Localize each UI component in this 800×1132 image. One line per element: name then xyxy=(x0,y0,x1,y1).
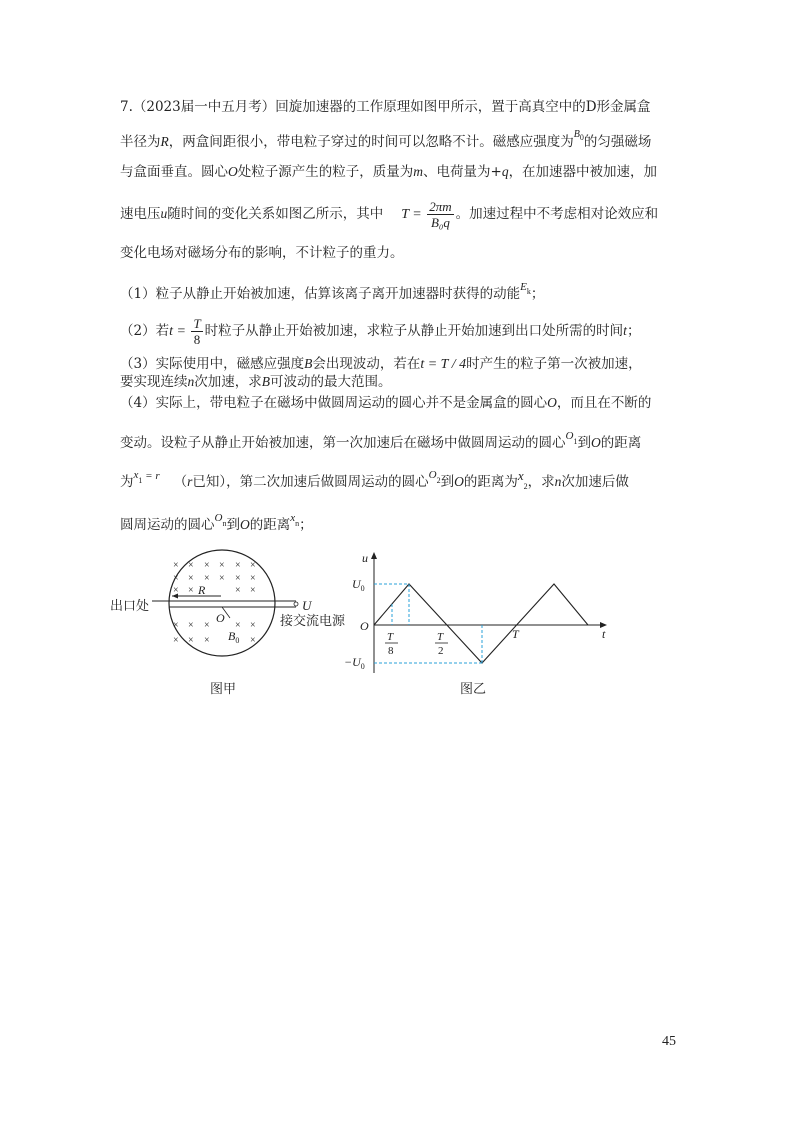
svg-text:×: × xyxy=(204,620,210,631)
ac-source-label: 接交流电源 xyxy=(280,613,346,628)
question-1: （1）粒子从静止开始被加速，估算该离子离开加速器时获得的动能$^{Ek}$； xyxy=(120,281,545,302)
svg-text:×: × xyxy=(235,573,241,584)
svg-text:×: × xyxy=(173,635,179,646)
svg-text:×: × xyxy=(235,560,241,571)
svg-text:×: × xyxy=(188,560,194,571)
problem-line-1: 7.（2023届一中五月考）回旋加速器的工作原理如图甲所示，置于高真空中的D形金属盒 xyxy=(120,99,651,115)
cross-marks xyxy=(173,560,256,646)
svg-text:×: × xyxy=(235,620,241,631)
svg-text:×: × xyxy=(188,620,194,631)
tick-t8-num: T xyxy=(387,631,394,643)
neg-u0-label: $-U_0$ xyxy=(344,655,365,671)
u-axis-label: u xyxy=(362,551,368,565)
svg-text:×: × xyxy=(173,573,179,584)
radius-label: R xyxy=(198,583,206,597)
svg-text:×: × xyxy=(204,560,210,571)
tick-t8-den: 8 xyxy=(388,645,394,657)
svg-text:×: × xyxy=(188,585,194,596)
tick-t2-den: 2 xyxy=(438,645,444,657)
question-4-line-2: 变动。设粒子从静止开始被加速，第一次加速后在磁场中做圆周运动的圆心$^{O1}$到O的距离 xyxy=(120,430,642,451)
exit-label: 出口处 xyxy=(110,598,150,613)
tick-t2-num: T xyxy=(437,631,444,643)
question-4-line-4: 圆周运动的圆心$^{On}$到O的距离$^{xn}$； xyxy=(120,512,313,533)
svg-text:×: × xyxy=(204,635,210,646)
u0-label: $U_0$ xyxy=(352,577,365,593)
voltage-curve xyxy=(374,584,588,663)
svg-text:×: × xyxy=(250,620,256,631)
svg-text:×: × xyxy=(188,573,194,584)
figure-a-caption: 图甲 xyxy=(210,681,237,696)
voltage-label: U xyxy=(302,598,312,613)
problem-line-5: 变化电场对磁场分布的影响，不计粒子的重力。 xyxy=(120,245,404,261)
page-number: 45 xyxy=(662,1034,676,1049)
t-axis-label: t xyxy=(602,627,606,641)
center-label: O xyxy=(216,611,225,625)
svg-text:×: × xyxy=(250,635,256,646)
svg-text:×: × xyxy=(204,573,210,584)
svg-text:×: × xyxy=(235,585,241,596)
question-4-line-3: 为$^{x1}$ $^{= r}$ （r已知），第二次加速后做圆周运动的圆心$^{O2}$到O的距离为$x_2$，求n次加速后做 xyxy=(120,468,629,491)
field-label: $B_0$ xyxy=(228,629,240,645)
figure-voltage-waveform xyxy=(340,548,620,708)
question-3-line-1: （3）实际使用中，磁感应强度B会出现波动，若在t = T / 4时产生的粒子第一次被加速， xyxy=(120,356,642,372)
question-2: （2）若t = $\frac{T}{8}$ 时粒子从静止开始被加速，求粒子从静止开始加速到出口处所需的时间t； xyxy=(120,316,641,347)
question-3-line-2: 要实现连续n次加速，求B可波动的最大范围。 xyxy=(120,374,392,390)
figure-cyclotron xyxy=(110,548,360,708)
svg-text:×: × xyxy=(173,560,179,571)
period-fraction: $\frac{2\pi m}{\text{B₀q}}$ xyxy=(429,199,452,230)
origin-label: O xyxy=(360,619,369,633)
svg-text:×: × xyxy=(219,560,225,571)
tick-t-label: T xyxy=(512,627,519,641)
problem-line-2: 半径为R，两盒间距很小，带电粒子穿过的时间可以忽略不计。磁感应强度为$^{B0}$的匀强磁场 xyxy=(120,129,652,150)
svg-text:×: × xyxy=(173,620,179,631)
figure-b-caption: 图乙 xyxy=(460,681,487,696)
problem-line-3: 与盒面垂直。圆心O处粒子源产生的粒子，质量为m、电荷量为+q，在加速器中被加速，加 xyxy=(120,164,658,180)
svg-text:×: × xyxy=(219,573,225,584)
question-4-line-1: （4）实际上，带电粒子在磁场中做圆周运动的圆心并不是金属盒的圆心O，而且在不断的 xyxy=(120,395,652,411)
problem-line-4: 速电压u随时间的变化关系如图乙所示，其中 T = $\frac{2\pi m}{\text{B₀q}}$ 。加速过程中不考虑相对论效应和 xyxy=(120,199,659,230)
svg-text:×: × xyxy=(188,635,194,646)
svg-text:×: × xyxy=(250,560,256,571)
t-fraction: $\frac{T}{8}$ xyxy=(193,316,201,347)
svg-text:×: × xyxy=(173,585,179,596)
svg-text:×: × xyxy=(250,573,256,584)
svg-text:×: × xyxy=(250,585,256,596)
